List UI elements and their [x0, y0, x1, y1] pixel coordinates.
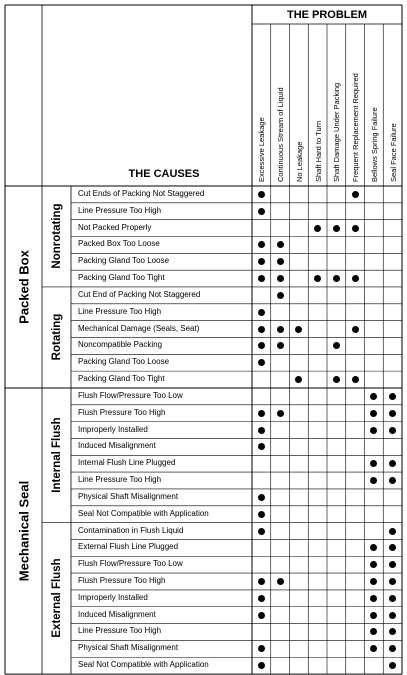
cause-label: Improperly Installed — [78, 424, 148, 434]
cause-label: Line Pressure Too High — [78, 205, 162, 215]
mark-dot — [277, 410, 284, 417]
mark-dot — [258, 662, 265, 669]
cause-label: Seal Not Compatible with Application — [78, 660, 209, 670]
mark-dot — [370, 427, 377, 434]
mark-dot — [277, 258, 284, 265]
cause-label: Line Pressure Too High — [78, 306, 162, 316]
mark-dot — [389, 528, 396, 535]
causes-heading: THE CAUSES — [128, 168, 200, 180]
mark-dot — [258, 326, 265, 333]
cause-label: Contamination in Flush Liquid — [78, 525, 184, 535]
cause-label: Seal Not Compatible with Application — [78, 508, 209, 518]
problem-header-2: No Leakage — [294, 141, 304, 182]
mark-dot — [352, 376, 359, 383]
mark-dot — [277, 342, 284, 349]
mark-dot — [277, 275, 284, 282]
cause-label: Noncompatible Packing — [78, 340, 163, 350]
cause-label: Mechanical Damage (Seals, Seat) — [78, 323, 200, 333]
cause-label: Packing Gland Too Loose — [78, 357, 170, 367]
mark-dot — [258, 528, 265, 535]
problem-header-1: Continuous Stream of Liquid — [276, 87, 286, 182]
mark-dot — [352, 275, 359, 282]
mark-dot — [333, 275, 340, 282]
cause-label: Line Pressure Too High — [78, 475, 162, 485]
mark-dot — [258, 511, 265, 518]
cause-label: External Flush Line Plugged — [78, 542, 179, 552]
subgroup-label: Rotating — [50, 314, 63, 361]
cause-label: Not Packed Properly — [78, 222, 152, 232]
problem-header-4: Shaft Damage Under Packing — [332, 82, 342, 182]
mark-dot — [277, 292, 284, 299]
problem-header-7: Seal Face Failure — [388, 123, 398, 182]
mark-dot — [389, 427, 396, 434]
mark-dot — [389, 612, 396, 619]
mark-dot — [333, 225, 340, 232]
mark-dot — [258, 208, 265, 215]
mark-dot — [333, 376, 340, 383]
mark-dot — [352, 225, 359, 232]
mark-dot — [389, 410, 396, 417]
mark-dot — [258, 578, 265, 585]
mark-dot — [352, 326, 359, 333]
cause-label: Physical Shaft Misalignment — [78, 491, 179, 501]
cause-label: Flush Pressure Too High — [78, 576, 166, 585]
mark-dot — [258, 191, 265, 198]
mark-dot — [258, 410, 265, 417]
subgroup-label: External Flush — [50, 558, 63, 638]
problem-header-3: Shaft Hard to Turn — [313, 120, 323, 182]
mark-dot — [258, 494, 265, 501]
cause-label: Packing Gland Too Tight — [78, 374, 165, 384]
problem-heading: THE PROBLEM — [286, 9, 368, 21]
mark-dot — [277, 326, 284, 333]
cause-label: Flush Flow/Pressure Too Low — [78, 559, 183, 569]
mark-dot — [389, 393, 396, 400]
problem-header-5: Frequent Replacement Required — [351, 73, 361, 182]
cause-label: Induced Misalignment — [78, 609, 156, 619]
subgroup-label: Internal Flush — [50, 417, 63, 493]
cause-label: Packing Gland Too Tight — [78, 273, 165, 283]
cause-label: Physical Shaft Misalignment — [78, 643, 179, 653]
cause-label: Packed Box Too Loose — [78, 239, 160, 249]
cause-label: Cut End of Packing Not Staggered — [78, 289, 201, 299]
mark-dot — [258, 612, 265, 619]
cause-label: Induced Misalignment — [78, 441, 156, 451]
cause-label: Packing Gland Too Loose — [78, 256, 170, 266]
cause-label: Cut Ends of Packing Not Staggered — [78, 188, 205, 198]
subgroup-label: Nonrotating — [50, 203, 63, 270]
cause-label: Internal Flush Line Plugged — [78, 458, 176, 468]
problem-header-0: Excessive Leakage — [257, 117, 267, 182]
group-label-0: Packed Box — [16, 250, 31, 324]
cause-label: Flush Pressure Too High — [78, 407, 166, 417]
problem-header-6: Bellows Spring Failure — [369, 107, 379, 182]
mark-dot — [314, 225, 321, 232]
mark-dot — [258, 275, 265, 282]
cause-label: Improperly Installed — [78, 592, 148, 602]
mark-dot — [352, 191, 359, 198]
mark-dot — [258, 595, 265, 602]
mark-dot — [258, 309, 265, 316]
mark-dot — [277, 578, 284, 585]
group-label-1: Mechanical Seal — [16, 480, 31, 582]
cause-label: Line Pressure Too High — [78, 626, 162, 636]
mark-dot — [258, 427, 265, 434]
mark-dot — [295, 326, 302, 333]
cause-label: Flush Flow/Pressure Too Low — [78, 390, 183, 400]
mark-dot — [389, 595, 396, 602]
